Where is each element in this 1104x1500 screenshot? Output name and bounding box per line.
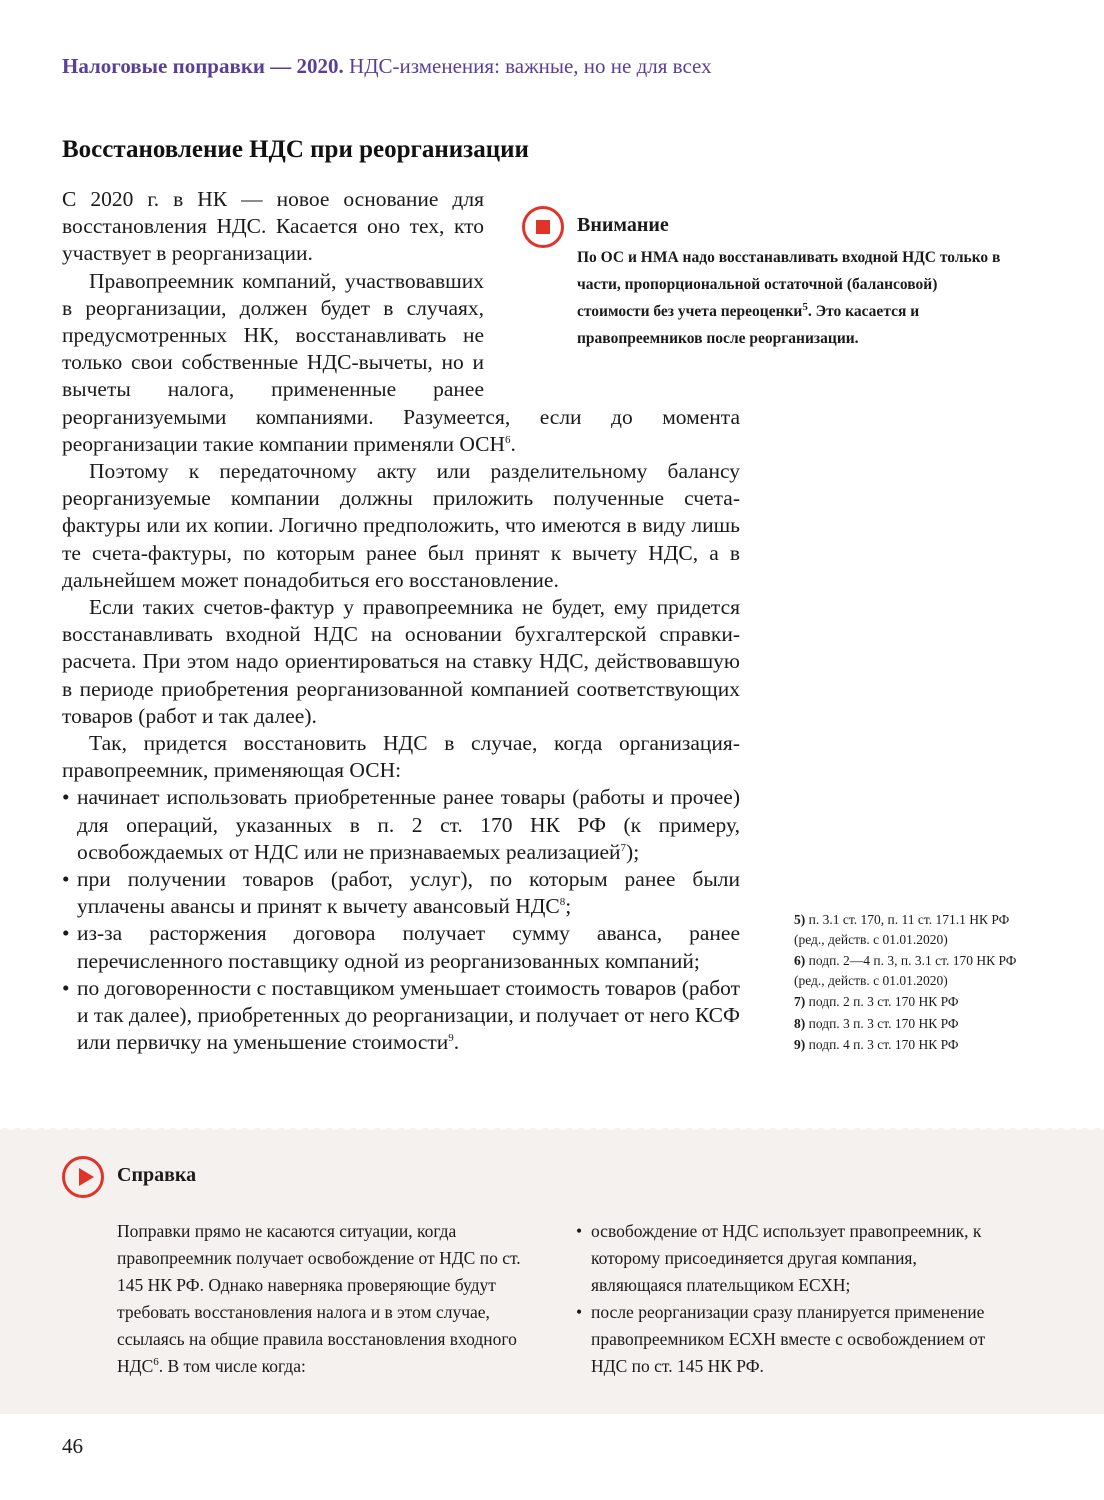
paragraph: Поэтому к передаточному акту или разделительному балансу реорганизуемые компании должны приложить полученные счета-фактуры или их копии. Логично предположить, что имеются в виду лишь те счета-фактуры, по которым ранее был принят к вычету НДС, а в дальнейшем может понадобиться его восстановление. — [62, 459, 740, 592]
running-header — [62, 54, 712, 79]
list-item: • по договоренности с поставщиком уменьшает стоимость товаров (работ и так далее), приобретенных до реорганизации, и получает от него КСФ или первичку на уменьшение стоимости$^9$. — [62, 975, 740, 1057]
paragraph: Если таких счетов-фактур у правопреемника не будет, ему придется восстанавливать входной НДС на основании бухгалтерской справки-расчета. При этом надо ориентироваться на ставку НДС, действовавшую в периоде приобретения реорганизованной компанией соответствующих товаров (работ и так далее). — [62, 595, 740, 728]
reference-text: Поправки прямо не касаются ситуации, когда правопреемник получает освобождение от НДС по ст. 145 НК РФ. Однако наверняка проверяющие будут требовать восстановления налога и в этом случае, ссылаясь на общие правила восстановления входного НДС$^6$. В том числе когда: — [117, 1221, 521, 1376]
list-item: • начинает использовать приобретенные ранее товары (работы и прочее) для операций, указанных в п. 2 ст. 170 НК РФ (к примеру, освобождаемых от НДС или не признаваемых реализацией$^7$); — [62, 784, 740, 866]
footnote: 5) п. 3.1 ст. 170, п. 11 ст. 171.1 НК РФ (ред., действ. с 01.01.2020) — [794, 912, 1010, 947]
paragraph: С 2020 г. в НК — новое основание для восстановления НДС. Касается оно тех, кто участвует в реорганизации. — [62, 187, 484, 266]
bullet-list — [62, 784, 740, 1056]
footnote: 8) подп. 3 п. 3 ст. 170 НК РФ — [794, 1015, 959, 1031]
footnotes — [794, 910, 1024, 1057]
list-item: • из-за расторжения договора получает сумму аванса, ранее перечисленного поставщику одной из реорганизованных компаний; — [62, 920, 740, 974]
list-item: • освобождение от НДС использует правопреемник, к которому присоединяется другая компания, являющаяся плательщиком ЕСХН; — [576, 1218, 1001, 1299]
paragraph: Правопреемник компаний, участвовавших в реорганизации, должен будет в случаях, предусмотренных НК, восстанавливать не только свои собственные НДС-вычеты, но и вычеты налога, примененные ранее реорганизуемыми компаниями. Разумеется, если до момента реорганизации такие компании применяли ОСН$^6$. — [62, 268, 740, 456]
play-icon — [62, 1156, 104, 1198]
list-item: • после реорганизации сразу планируется применение правопреемником ЕСХН вместе с освобождением от НДС по ст. 145 НК РФ. — [576, 1299, 1001, 1380]
footnote: 6) подп. 2—4 п. 3, п. 3.1 ст. 170 НК РФ (ред., действ. с 01.01.2020) — [794, 953, 1017, 988]
attention-text: По ОС и НМА надо восстанавливать входной НДС только в части, пропорциональной остаточной (балансовой) стоимости без учета переоценки$^5$. Это касается и правопреемников после реорганизации. — [577, 249, 1001, 347]
reference-title: Справка — [117, 1164, 197, 1186]
article-title: Восстановление НДС при реорганизации — [62, 136, 529, 163]
section-title: Налоговые поправки — 2020. — [62, 54, 344, 78]
paragraph: Так, придется восстановить НДС в случае, когда организация-правопреемник, применяющая ОСН: — [62, 731, 740, 783]
reference-list — [576, 1218, 1001, 1380]
footnote: 9) подп. 4 п. 3 ст. 170 НК РФ — [794, 1037, 959, 1052]
reference-box — [0, 1130, 1104, 1414]
section-subtitle: НДС-изменения: важные, но не для всех — [349, 54, 712, 78]
footnote: 7) подп. 2 п. 3 ст. 170 НК РФ — [794, 994, 959, 1009]
list-item: • при получении товаров (работ, услуг), по которым ранее были уплачены авансы и принят к вычету авансовый НДС$^8$; — [62, 866, 740, 920]
attention-title: Внимание — [577, 214, 669, 236]
stop-icon — [522, 206, 564, 248]
page-number: 46 — [62, 1434, 83, 1458]
